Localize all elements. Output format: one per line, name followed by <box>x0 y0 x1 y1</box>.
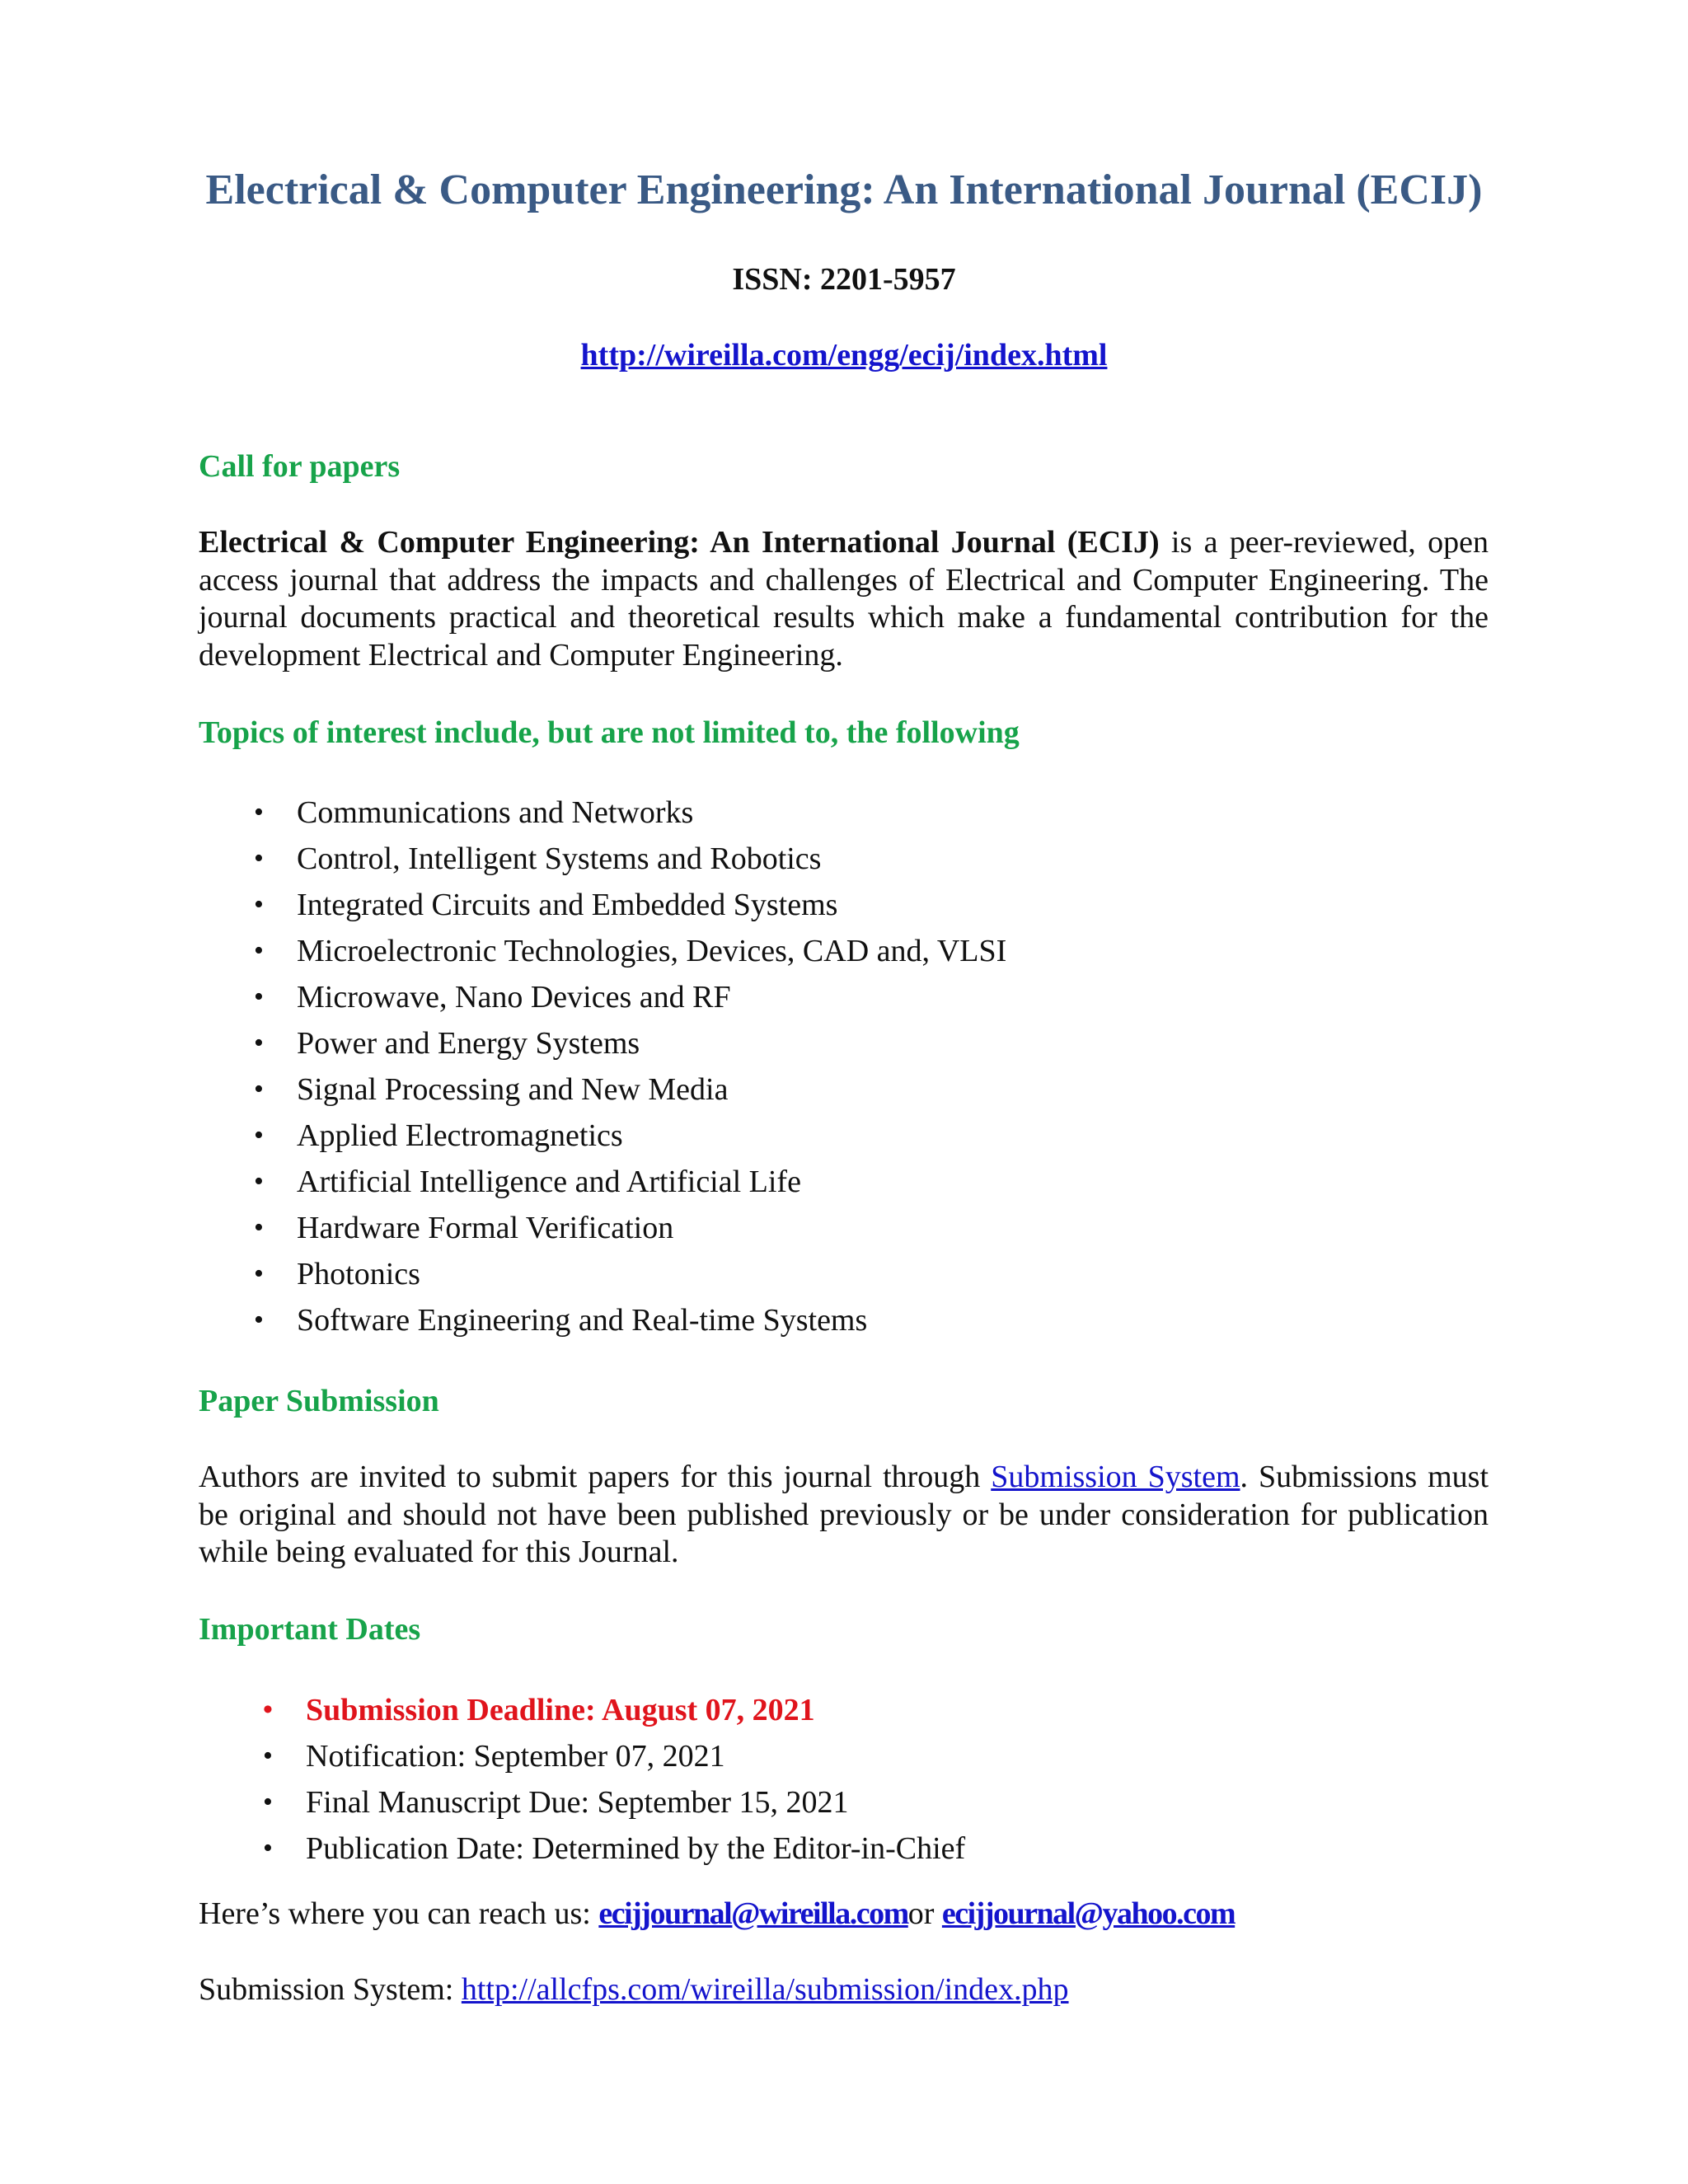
topic-item: • Microelectronic Technologies, Devices, CAD and, VLSI <box>297 928 1006 974</box>
submission-system-url[interactable]: http://allcfps.com/wireilla/submission/index.php <box>461 1972 1069 2007</box>
call-for-papers-heading: Call for papers <box>199 449 401 484</box>
submission-text-before: Authors are invited to submit papers for this journal through <box>199 1460 992 1494</box>
topic-item: • Control, Intelligent Systems and Robotics <box>297 836 1006 882</box>
important-dates-heading: Important Dates <box>199 1612 421 1647</box>
contact-prefix: Here’s where you can reach us: <box>199 1896 599 1931</box>
email-link-wireilla[interactable]: ecijjournal@wireilla.com <box>598 1896 908 1931</box>
submission-deadline: • Submission Deadline: August 07, 2021 <box>306 1687 965 1733</box>
submission-system-label: Submission System: <box>199 1972 462 2007</box>
topic-item: • Applied Electromagnetics <box>297 1113 1006 1159</box>
contact-separator: or <box>907 1896 942 1931</box>
contact-line <box>199 1893 1235 1934</box>
topic-item: • Communications and Networks <box>297 790 1006 836</box>
paper-submission-heading: Paper Submission <box>199 1384 439 1418</box>
notification-date: • Notification: September 07, 2021 <box>306 1733 965 1779</box>
issn: ISSN: 2201-5957 <box>732 262 956 297</box>
email-link-yahoo[interactable]: ecijjournal@yahoo.com <box>941 1896 1236 1931</box>
topic-item: • Integrated Circuits and Embedded Systems <box>297 882 1006 928</box>
journal-description <box>199 524 1489 674</box>
topic-item: • Software Engineering and Real-time Systems <box>297 1297 1006 1343</box>
submission-system-line <box>199 1969 1069 2010</box>
topic-item: • Artificial Intelligence and Artificial Life <box>297 1159 1006 1205</box>
topics-heading: Topics of interest include, but are not limited to, the following <box>199 715 1020 750</box>
journal-url-link[interactable]: http://wireilla.com/engg/ecij/index.html <box>580 338 1108 373</box>
publication-date: • Publication Date: Determined by the Editor-in-Chief <box>306 1825 965 1872</box>
journal-name: Electrical & Computer Engineering: An International Journal (ECIJ) <box>199 525 1160 560</box>
topic-item: • Photonics <box>297 1251 1006 1297</box>
submission-text-after: . Submissions must be original and should not have been published previously or be under consideration for publication while being evaluated for this Journal. <box>199 1460 1489 1569</box>
journal-description-text: is a peer-reviewed, open access journal that address the impacts and challenges of Electrical and Computer Engineering. The journal documents practical and theoretical results which make a fundamental contribution for the development Electrical and Computer Engineering. <box>199 525 1489 673</box>
final-manuscript-date: • Final Manuscript Due: September 15, 2021 <box>306 1779 965 1825</box>
paper-submission-text <box>199 1459 1489 1572</box>
topics-list <box>297 790 1006 1343</box>
topic-item: • Signal Processing and New Media <box>297 1066 1006 1113</box>
submission-system-link[interactable]: Submission System <box>991 1460 1240 1494</box>
important-dates-list <box>306 1687 965 1872</box>
topic-item: • Microwave, Nano Devices and RF <box>297 974 1006 1020</box>
journal-title: Electrical & Computer Engineering: An International Journal (ECIJ) <box>205 166 1483 213</box>
topic-item: • Hardware Formal Verification <box>297 1205 1006 1251</box>
journal-url-line <box>0 335 1688 376</box>
topic-item: • Power and Energy Systems <box>297 1020 1006 1066</box>
